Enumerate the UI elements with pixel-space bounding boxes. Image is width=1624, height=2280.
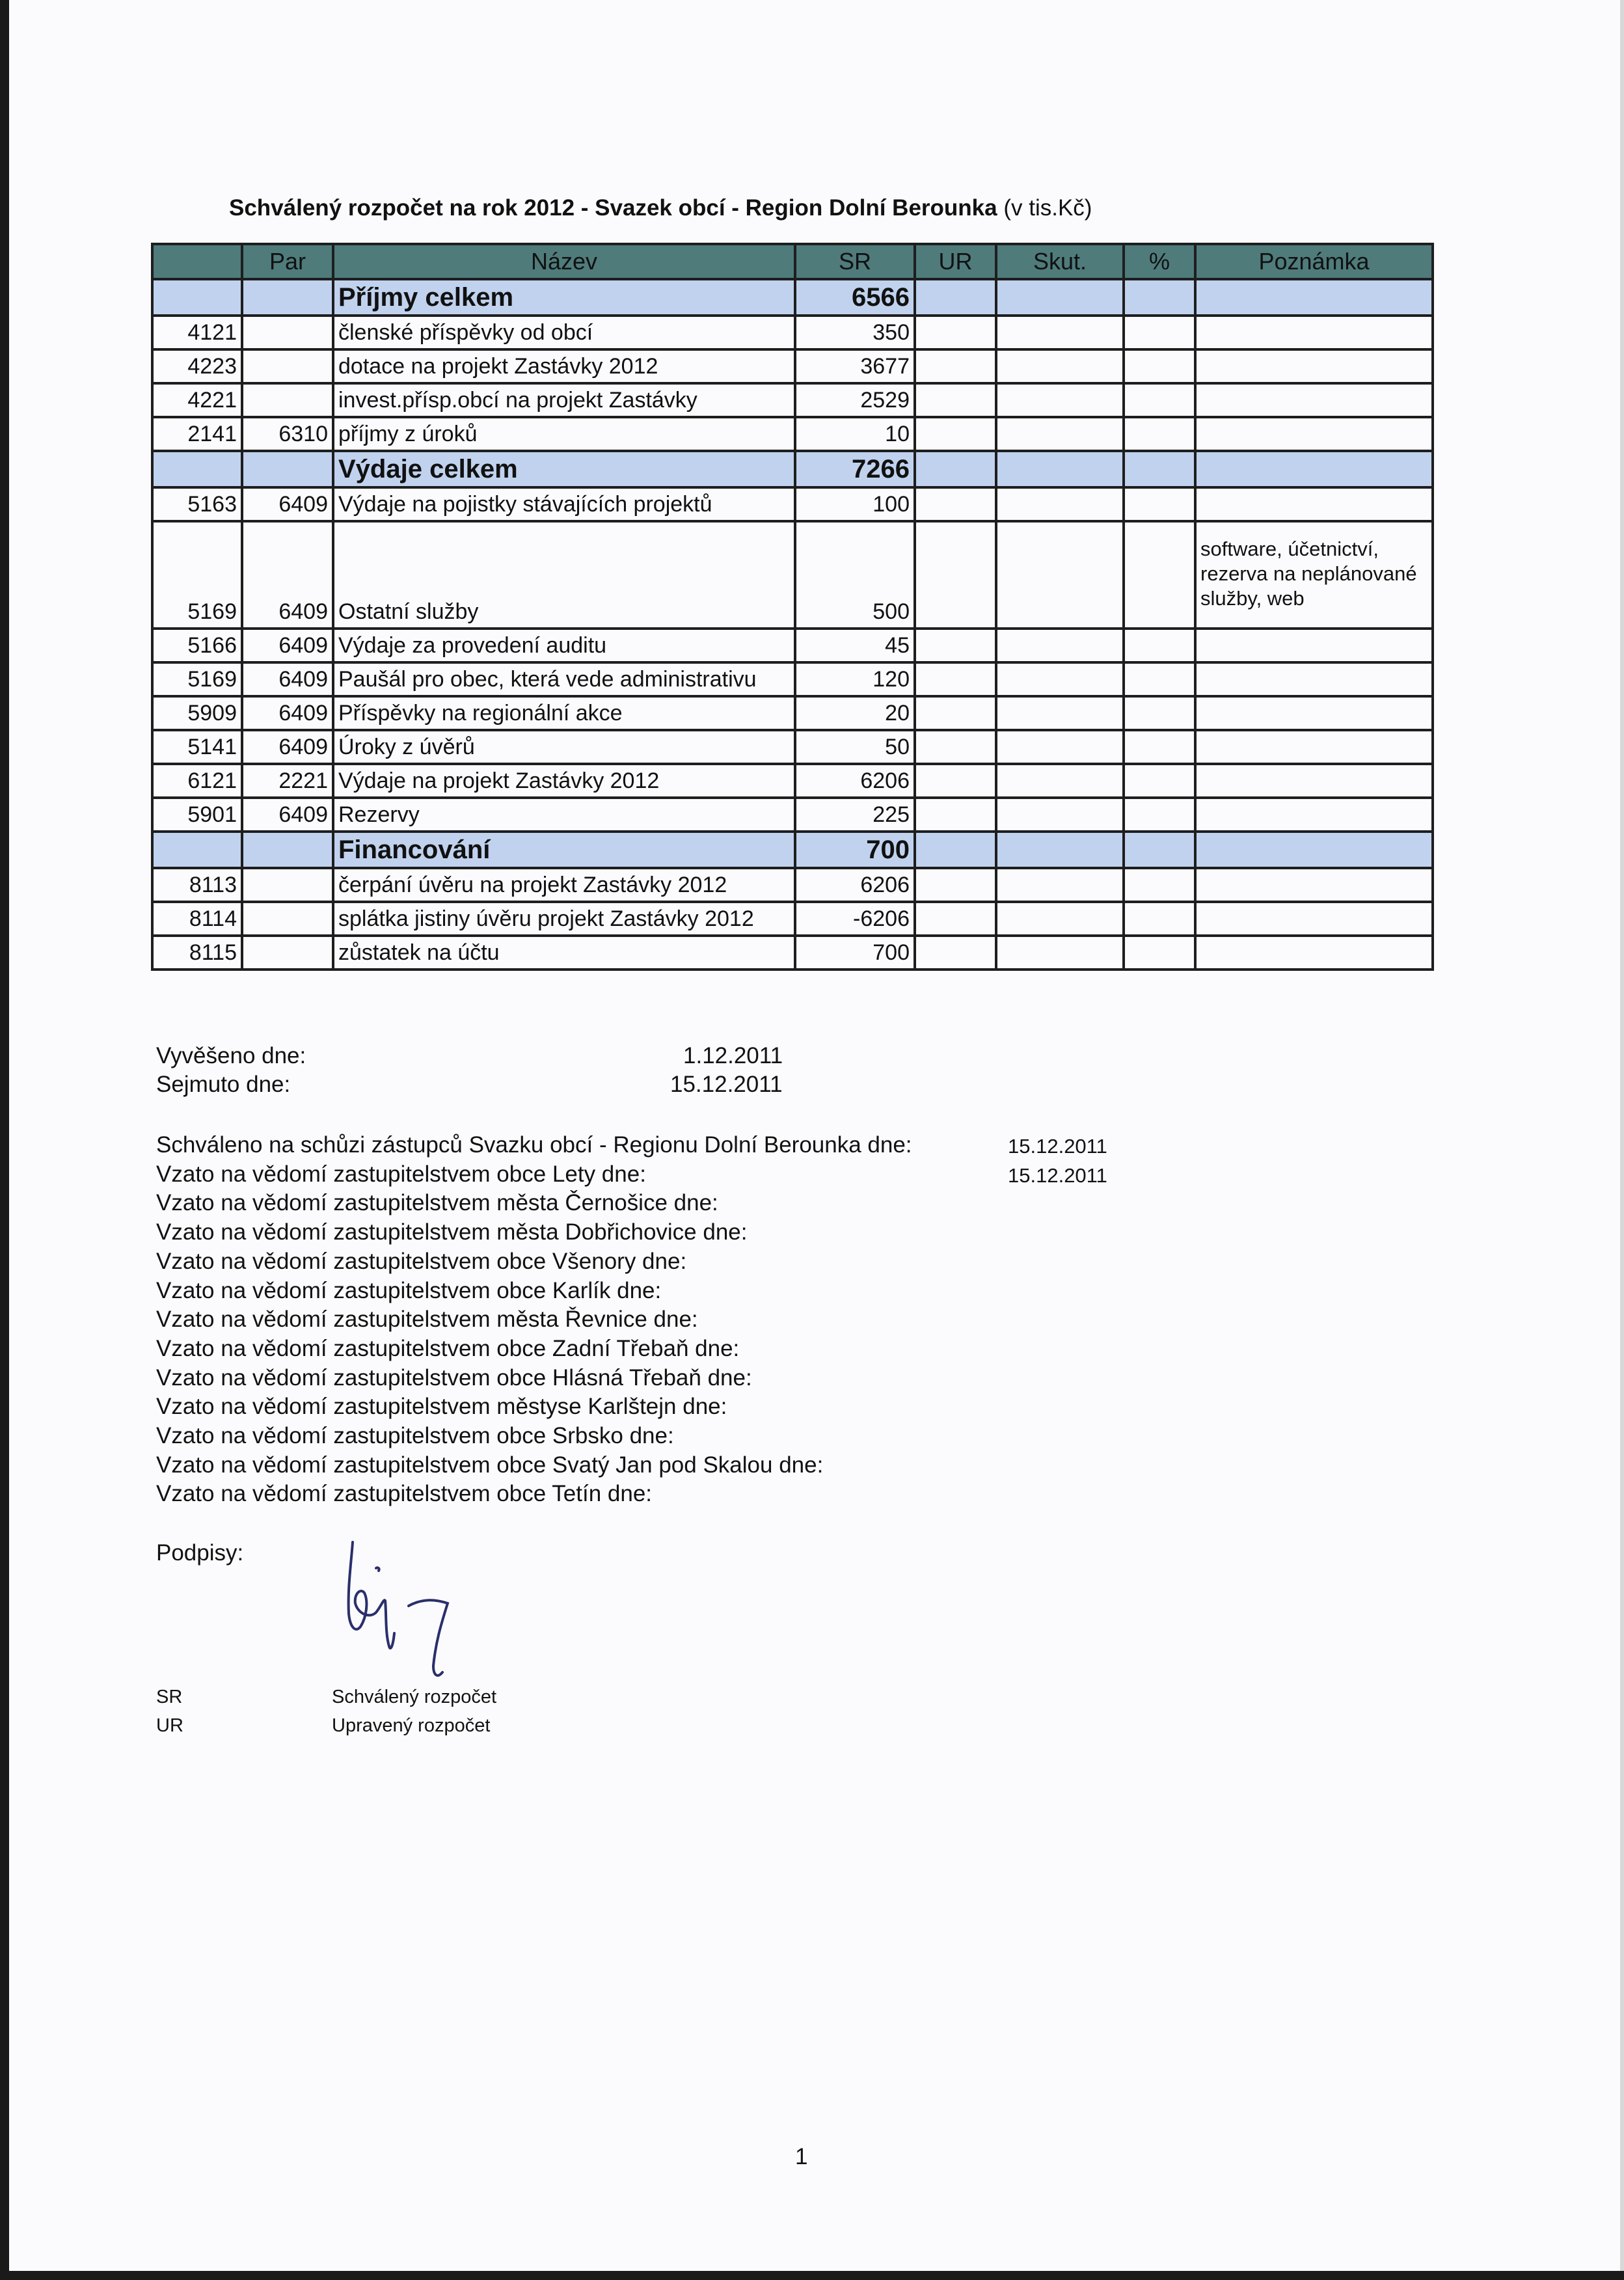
cell-sr: 500 [795, 521, 915, 629]
cell-sr: 120 [795, 662, 915, 696]
cell-percent [1124, 383, 1195, 417]
cell-polozka: 5163 [152, 487, 242, 521]
cell-paragraf [242, 868, 333, 902]
header-skut: Skut. [996, 244, 1124, 279]
table-row [152, 902, 1433, 936]
cell-sr: 3677 [795, 349, 915, 383]
table-row [152, 417, 1433, 451]
cell-percent [1124, 417, 1195, 451]
cell-skut [996, 417, 1124, 451]
cell-sr: 100 [795, 487, 915, 521]
table-row [152, 662, 1433, 696]
table-row [152, 629, 1433, 662]
cell-ur [915, 279, 996, 316]
cell-nazev: členské příspěvky od obcí [333, 316, 795, 349]
cell-ur [915, 832, 996, 868]
header-poznamka: Poznámka [1195, 244, 1433, 279]
cell-sr: 700 [795, 832, 915, 868]
cell-nazev: Výdaje na projekt Zastávky 2012 [333, 764, 795, 798]
cell-percent [1124, 629, 1195, 662]
cell-percent [1124, 902, 1195, 936]
cell-ur [915, 417, 996, 451]
title-main: Schválený rozpočet na rok 2012 - Svazek obcí - Region Dolní Berounka [229, 195, 997, 221]
cell-nazev: čerpání úvěru na projekt Zastávky 2012 [333, 868, 795, 902]
budget-table-body [152, 279, 1433, 970]
cell-paragraf [242, 279, 333, 316]
budget-table [151, 243, 1434, 971]
cell-skut [996, 521, 1124, 629]
cell-paragraf: 6409 [242, 696, 333, 730]
handwritten-signature [338, 1536, 481, 1685]
table-row [152, 798, 1433, 832]
cell-polozka: 5909 [152, 696, 242, 730]
cell-ur [915, 383, 996, 417]
cell-percent [1124, 868, 1195, 902]
cell-ur [915, 696, 996, 730]
cell-poznamka [1195, 662, 1433, 696]
cell-poznamka [1195, 832, 1433, 868]
cell-sr: 6566 [795, 279, 915, 316]
cell-paragraf: 6310 [242, 417, 333, 451]
cell-polozka: 5169 [152, 662, 242, 696]
cell-ur [915, 764, 996, 798]
cell-polozka: 4121 [152, 316, 242, 349]
cell-polozka: 6121 [152, 764, 242, 798]
section-row [152, 832, 1433, 868]
cell-sr: -6206 [795, 902, 915, 936]
cell-ur [915, 936, 996, 970]
cell-nazev: Výdaje za provedení auditu [333, 629, 795, 662]
table-row [152, 487, 1433, 521]
cell-paragraf [242, 451, 333, 487]
cell-poznamka [1195, 696, 1433, 730]
cell-paragraf: 6409 [242, 798, 333, 832]
cell-ur [915, 521, 996, 629]
cell-sr: 10 [795, 417, 915, 451]
header-pol [152, 244, 242, 279]
cell-nazev: Financování [333, 832, 795, 868]
cell-poznamka [1195, 349, 1433, 383]
scan-edge-left [0, 0, 9, 2280]
cell-skut [996, 279, 1124, 316]
cell-skut [996, 798, 1124, 832]
cell-ur [915, 451, 996, 487]
cell-skut [996, 868, 1124, 902]
approval-text: Vzato na vědomí zastupitelstvem obce Srbsko dne: [156, 1423, 674, 1448]
approval-text: Vzato na vědomí zastupitelstvem obce Tetín dne: [156, 1481, 653, 1507]
cell-percent [1124, 451, 1195, 487]
table-row [152, 936, 1433, 970]
cell-polozka: 5901 [152, 798, 242, 832]
cell-polozka: 5166 [152, 629, 242, 662]
cell-poznamka [1195, 417, 1433, 451]
cell-polozka: 5169 [152, 521, 242, 629]
cell-poznamka [1195, 316, 1433, 349]
cell-polozka: 8115 [152, 936, 242, 970]
scan-edge-bottom [0, 2271, 1624, 2280]
cell-paragraf: 6409 [242, 521, 333, 629]
cell-skut [996, 730, 1124, 764]
table-row [152, 316, 1433, 349]
legend-desc-sr: Schválený rozpočet [332, 1687, 497, 1707]
header-ur: UR [915, 244, 996, 279]
cell-poznamka [1195, 383, 1433, 417]
table-header-row [152, 244, 1433, 279]
cell-ur [915, 798, 996, 832]
removed-label: Sejmuto dne: [156, 1072, 291, 1097]
cell-percent [1124, 349, 1195, 383]
legend-abbr-sr: SR [156, 1687, 183, 1707]
cell-paragraf [242, 902, 333, 936]
header-percent: % [1124, 244, 1195, 279]
cell-poznamka [1195, 868, 1433, 902]
approval-text: Vzato na vědomí zastupitelstvem obce Karlík dne: [156, 1277, 662, 1303]
cell-skut [996, 902, 1124, 936]
table-row [152, 868, 1433, 902]
approval-text: Vzato na vědomí zastupitelstvem obce Hlásná Třebaň dne: [156, 1364, 752, 1391]
cell-paragraf: 2221 [242, 764, 333, 798]
table-row [152, 696, 1433, 730]
cell-paragraf: 6409 [242, 730, 333, 764]
cell-percent [1124, 832, 1195, 868]
approval-text: Vzato na vědomí zastupitelstvem města Černošice dne: [156, 1190, 718, 1216]
removed-date: 15.12.2011 [670, 1072, 783, 1097]
cell-nazev: Úroky z úvěrů [333, 730, 795, 764]
section-row [152, 451, 1433, 487]
cell-ur [915, 487, 996, 521]
approval-text: Vzato na vědomí zastupitelstvem obce Svatý Jan pod Skalou dne: [156, 1452, 824, 1478]
cell-poznamka [1195, 487, 1433, 521]
cell-sr: 700 [795, 936, 915, 970]
cell-poznamka [1195, 936, 1433, 970]
table-row [152, 730, 1433, 764]
approval-text: Schváleno na schůzi zástupců Svazku obcí - Regionu Dolní Berounka dne: [156, 1132, 912, 1158]
cell-polozka [152, 832, 242, 868]
cell-nazev: invest.přísp.obcí na projekt Zastávky [333, 383, 795, 417]
cell-ur [915, 629, 996, 662]
approval-text: Vzato na vědomí zastupitelstvem obce Zadní Třebaň dne: [156, 1335, 740, 1361]
cell-nazev: Příspěvky na regionální akce [333, 696, 795, 730]
header-sr: SR [795, 244, 915, 279]
cell-nazev: Výdaje celkem [333, 451, 795, 487]
legend-abbr-ur: UR [156, 1715, 183, 1736]
cell-ur [915, 662, 996, 696]
cell-polozka: 5141 [152, 730, 242, 764]
cell-nazev: Výdaje na pojistky stávajících projektů [333, 487, 795, 521]
header-nazev: Název [333, 244, 795, 279]
cell-percent [1124, 936, 1195, 970]
cell-skut [996, 383, 1124, 417]
page-number: 1 [795, 2144, 808, 2169]
cell-polozka: 4221 [152, 383, 242, 417]
cell-polozka: 4223 [152, 349, 242, 383]
cell-percent [1124, 764, 1195, 798]
cell-paragraf [242, 349, 333, 383]
table-row [152, 383, 1433, 417]
document-title [229, 195, 1092, 221]
cell-skut [996, 349, 1124, 383]
cell-paragraf: 6409 [242, 487, 333, 521]
cell-poznamka [1195, 451, 1433, 487]
legend-desc-ur: Upravený rozpočet [332, 1715, 491, 1736]
cell-skut [996, 451, 1124, 487]
cell-nazev: Ostatní služby [333, 521, 795, 629]
table-row [152, 764, 1433, 798]
cell-sr: 350 [795, 316, 915, 349]
cell-poznamka [1195, 798, 1433, 832]
cell-nazev: zůstatek na účtu [333, 936, 795, 970]
header-par: Par [242, 244, 333, 279]
cell-sr: 6206 [795, 868, 915, 902]
cell-polozka [152, 279, 242, 316]
section-row [152, 279, 1433, 316]
cell-sr: 50 [795, 730, 915, 764]
cell-poznamka [1195, 279, 1433, 316]
cell-nazev: Paušál pro obec, která vede administrativu [333, 662, 795, 696]
cell-nazev: splátka jistiny úvěru projekt Zastávky 2012 [333, 902, 795, 936]
cell-sr: 20 [795, 696, 915, 730]
cell-poznamka [1195, 902, 1433, 936]
cell-nazev: dotace na projekt Zastávky 2012 [333, 349, 795, 383]
cell-sr: 6206 [795, 764, 915, 798]
cell-skut [996, 936, 1124, 970]
cell-paragraf [242, 316, 333, 349]
approval-text: Vzato na vědomí zastupitelstvem obce Lety dne: [156, 1161, 646, 1187]
approval-text: Vzato na vědomí zastupitelstvem obce Všenory dne: [156, 1248, 687, 1274]
cell-skut [996, 764, 1124, 798]
cell-ur [915, 902, 996, 936]
cell-paragraf [242, 383, 333, 417]
approval-text: Vzato na vědomí zastupitelstvem městyse Karlštejn dne: [156, 1394, 727, 1420]
cell-percent [1124, 798, 1195, 832]
cell-percent [1124, 730, 1195, 764]
cell-ur [915, 730, 996, 764]
table-row [152, 349, 1433, 383]
approval-date: 15.12.2011 [1008, 1163, 1107, 1187]
cell-sr: 45 [795, 629, 915, 662]
cell-percent [1124, 521, 1195, 629]
cell-sr: 2529 [795, 383, 915, 417]
cell-poznamka: software, účetnictví, rezerva na neplánované služby, web [1195, 521, 1433, 629]
cell-sr: 7266 [795, 451, 915, 487]
cell-skut [996, 662, 1124, 696]
cell-percent [1124, 487, 1195, 521]
cell-polozka [152, 451, 242, 487]
approval-text: Vzato na vědomí zastupitelstvem města Dobřichovice dne: [156, 1219, 748, 1245]
cell-percent [1124, 662, 1195, 696]
posted-date: 1.12.2011 [683, 1043, 783, 1068]
title-unit: (v tis.Kč) [1003, 195, 1092, 221]
cell-percent [1124, 316, 1195, 349]
signatures-label: Podpisy: [156, 1540, 244, 1566]
cell-nazev: Příjmy celkem [333, 279, 795, 316]
posted-label: Vyvěšeno dne: [156, 1043, 306, 1068]
cell-nazev: příjmy z úroků [333, 417, 795, 451]
cell-skut [996, 832, 1124, 868]
cell-ur [915, 316, 996, 349]
scan-edge-right [1620, 0, 1624, 2280]
cell-paragraf: 6409 [242, 662, 333, 696]
cell-skut [996, 487, 1124, 521]
cell-poznamka [1195, 764, 1433, 798]
cell-polozka: 8113 [152, 868, 242, 902]
cell-nazev: Rezervy [333, 798, 795, 832]
cell-poznamka [1195, 730, 1433, 764]
cell-percent [1124, 279, 1195, 316]
approval-date: 15.12.2011 [1008, 1135, 1107, 1158]
cell-sr: 225 [795, 798, 915, 832]
cell-polozka: 2141 [152, 417, 242, 451]
cell-skut [996, 696, 1124, 730]
cell-polozka: 8114 [152, 902, 242, 936]
cell-poznamka [1195, 629, 1433, 662]
cell-percent [1124, 696, 1195, 730]
table-row [152, 521, 1433, 629]
cell-paragraf [242, 832, 333, 868]
cell-skut [996, 629, 1124, 662]
cell-ur [915, 868, 996, 902]
cell-skut [996, 316, 1124, 349]
approval-text: Vzato na vědomí zastupitelstvem města Řevnice dne: [156, 1307, 698, 1333]
cell-ur [915, 349, 996, 383]
cell-paragraf [242, 936, 333, 970]
cell-paragraf: 6409 [242, 629, 333, 662]
